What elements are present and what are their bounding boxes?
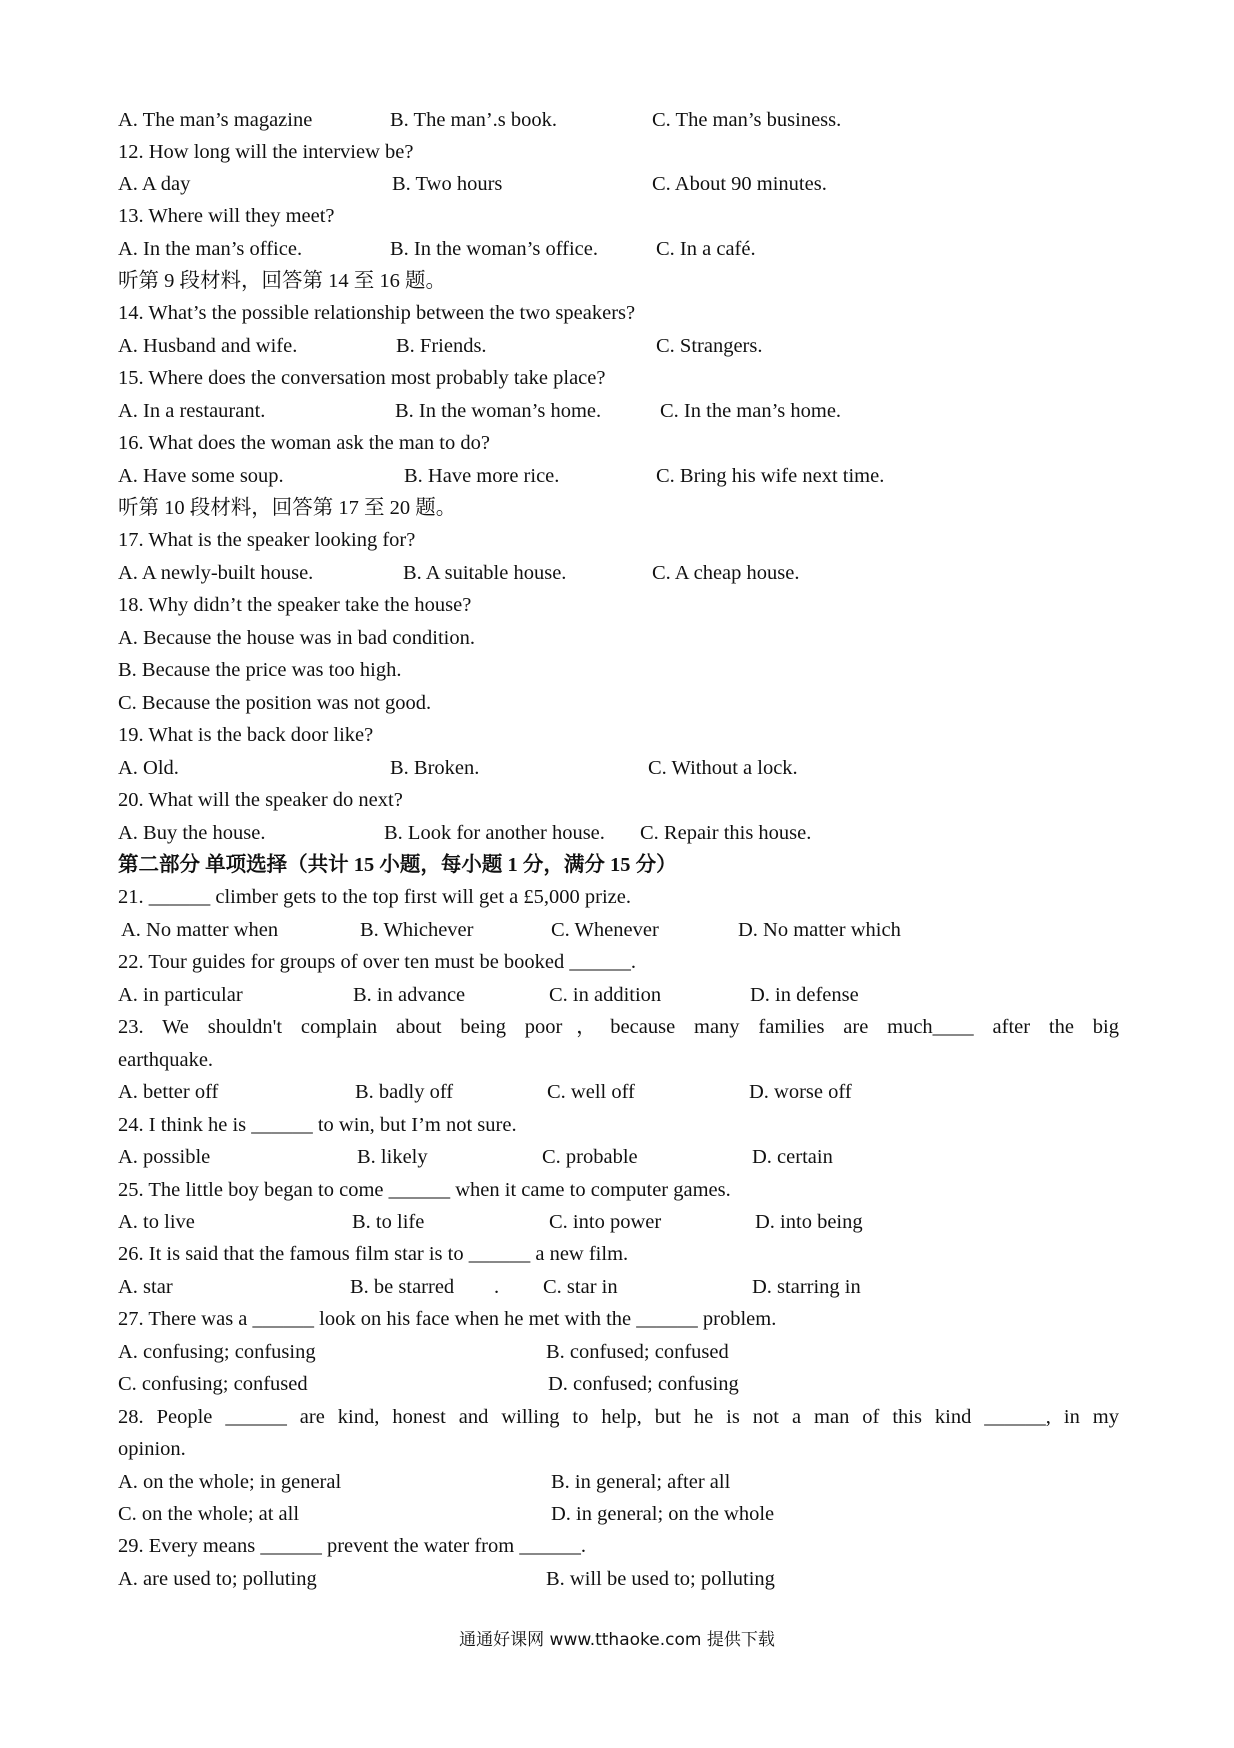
answer-option: A. star	[118, 1276, 173, 1298]
answer-option: B. Friends.	[396, 335, 487, 357]
question-line: A. Because the house was in bad condition.	[118, 627, 475, 649]
section-heading: 第二部分 单项选择（共计 15 小题，每小题 1 分，满分 15 分）	[118, 854, 677, 876]
page-footer: 通通好课网 www.tthaoke.com 提供下载	[459, 1630, 775, 1650]
question-line: 16. What does the woman ask the man to do?	[118, 432, 490, 454]
answer-option: A. confusing; confusing	[118, 1341, 316, 1363]
question-line: 19. What is the back door like?	[118, 724, 374, 746]
question-line: 24. I think he is ______ to win, but I’m not sure.	[118, 1114, 517, 1136]
answer-option: B. In the woman’s office.	[390, 238, 598, 260]
answer-option: C. on the whole; at all	[118, 1503, 300, 1525]
answer-option: B. Have more rice.	[404, 465, 560, 487]
answer-option: A. A newly-built house.	[118, 562, 314, 584]
answer-option: C. About 90 minutes.	[652, 173, 827, 195]
answer-option: B. The man’.s book.	[390, 109, 558, 131]
answer-option: C. star in	[543, 1276, 618, 1298]
answer-option: B. will be used to; polluting	[546, 1568, 775, 1590]
answer-option: D. certain	[752, 1146, 833, 1168]
answer-option: B. confused; confused	[546, 1341, 729, 1363]
answer-option: A. Husband and wife.	[118, 335, 298, 357]
question-line: 12. How long will the interview be?	[118, 141, 414, 163]
answer-option: B. A suitable house.	[403, 562, 567, 584]
answer-option: D. starring in	[752, 1276, 861, 1298]
answer-option: D. in general; on the whole	[551, 1503, 775, 1525]
answer-option: C. confusing; confused	[118, 1373, 308, 1395]
answer-option: C. Repair this house.	[640, 822, 812, 844]
answer-option: B. In the woman’s home.	[395, 400, 602, 422]
answer-option: B. likely	[357, 1146, 428, 1168]
answer-option: A. In a restaurant.	[118, 400, 266, 422]
answer-option: A. better off	[118, 1081, 219, 1103]
answer-option: C. well off	[547, 1081, 635, 1103]
answer-option: A. Have some soup.	[118, 465, 284, 487]
answer-option: B. Look for another house.	[384, 822, 605, 844]
question-line: 26. It is said that the famous film star is to ______ a new film.	[118, 1243, 629, 1265]
answer-option: C. A cheap house.	[652, 562, 800, 584]
question-line: 22. Tour guides for groups of over ten must be booked ______.	[118, 951, 637, 973]
answer-option: B. in advance	[353, 984, 466, 1006]
question-line: 20. What will the speaker do next?	[118, 789, 403, 811]
question-line: 27. There was a ______ look on his face when he met with the ______ problem.	[118, 1308, 777, 1330]
question-line: C. Because the position was not good.	[118, 692, 432, 714]
answer-option: A. A day	[118, 173, 191, 195]
question-line: 18. Why didn’t the speaker take the house?	[118, 594, 472, 616]
answer-option: D. No matter which	[738, 919, 901, 941]
answer-option: B. Broken.	[390, 757, 480, 779]
answer-option: B. be starred	[350, 1276, 455, 1298]
answer-option: D. in defense	[750, 984, 859, 1006]
answer-option: A. Buy the house.	[118, 822, 266, 844]
answer-option: A. In the man’s office.	[118, 238, 303, 260]
answer-option: C. In the man’s home.	[660, 400, 842, 422]
answer-option: C. Strangers.	[656, 335, 763, 357]
question-line: 13. Where will they meet?	[118, 205, 335, 227]
answer-option: C. probable	[542, 1146, 638, 1168]
answer-option: C. in addition	[549, 984, 662, 1006]
answer-option: D. worse off	[749, 1081, 852, 1103]
question-line: 听第 9 段材料，回答第 14 至 16 题。	[118, 270, 446, 292]
answer-option: A. No matter when	[121, 919, 279, 941]
answer-option: C. into power	[549, 1211, 662, 1233]
question-line: 听第 10 段材料，回答第 17 至 20 题。	[118, 497, 457, 519]
answer-option: B. Two hours	[392, 173, 503, 195]
answer-option: C. Bring his wife next time.	[656, 465, 885, 487]
question-line: 25. The little boy began to come ______ when it came to computer games.	[118, 1179, 731, 1201]
answer-option: A. The man’s magazine	[118, 109, 313, 131]
question-line: 23. We shouldn't complain about being poor，because many families are much____ after the big	[118, 1016, 1119, 1038]
answer-option: A. Old.	[118, 757, 179, 779]
question-line: 17. What is the speaker looking for?	[118, 529, 416, 551]
answer-option: B. in general; after all	[551, 1471, 731, 1493]
answer-option: B. to life	[352, 1211, 425, 1233]
question-line: 29. Every means ______ prevent the water from ______.	[118, 1535, 586, 1557]
answer-option: A. to live	[118, 1211, 195, 1233]
question-line: 14. What’s the possible relationship between the two speakers?	[118, 302, 636, 324]
answer-option: C. The man’s business.	[652, 109, 842, 131]
answer-option: A. are used to; polluting	[118, 1568, 317, 1590]
answer-option: D. into being	[755, 1211, 863, 1233]
question-line: 28. People ______ are kind, honest and willing to help, but he is not a man of this kind ______, in my	[118, 1406, 1119, 1428]
answer-option: D. confused; confusing	[548, 1373, 739, 1395]
answer-option: B. badly off	[355, 1081, 454, 1103]
answer-option: B. Whichever	[360, 919, 474, 941]
question-line: 15. Where does the conversation most probably take place?	[118, 367, 606, 389]
answer-option: .	[494, 1276, 500, 1298]
question-line: earthquake.	[118, 1049, 214, 1071]
answer-option: C. Without a lock.	[648, 757, 798, 779]
question-line: B. Because the price was too high.	[118, 659, 402, 681]
answer-option: A. possible	[118, 1146, 211, 1168]
question-line: opinion.	[118, 1438, 186, 1460]
question-line: 21. ______ climber gets to the top first will get a £5,000 prize.	[118, 886, 631, 908]
answer-option: C. In a café.	[656, 238, 756, 260]
answer-option: A. on the whole; in general	[118, 1471, 342, 1493]
answer-option: C. Whenever	[551, 919, 659, 941]
answer-option: A. in particular	[118, 984, 243, 1006]
